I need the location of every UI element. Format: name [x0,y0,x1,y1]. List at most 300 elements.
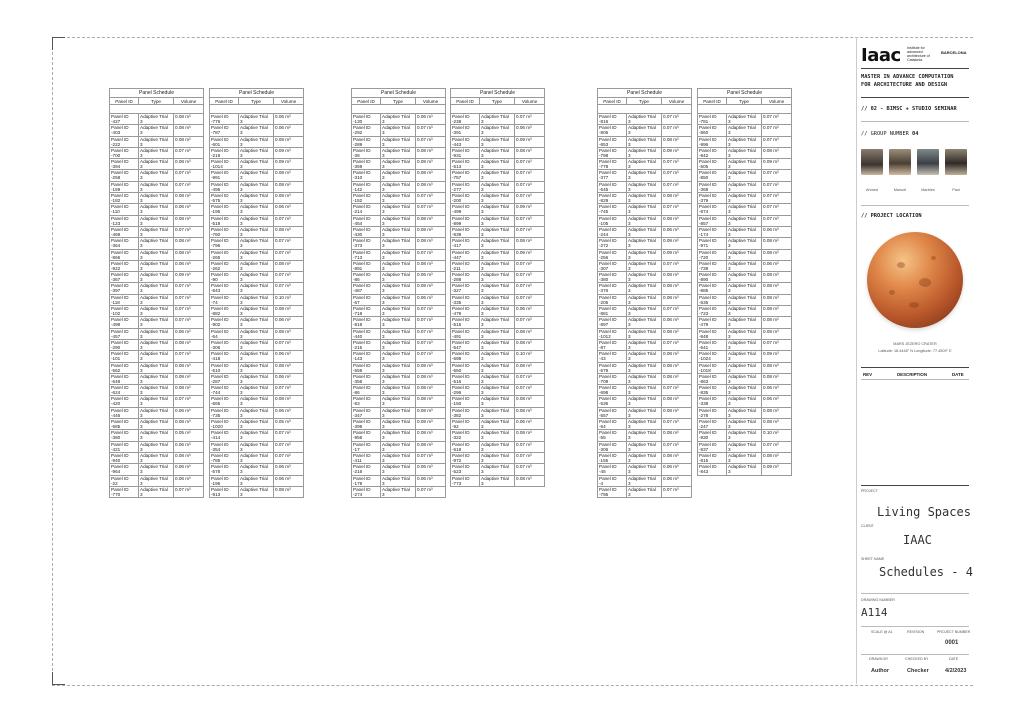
table-row [451,238,545,249]
volume-cell: 0.08 m³ [174,339,204,350]
volume-cell: 0.07 m³ [274,283,304,294]
volume-cell: 0.08 m³ [762,362,792,373]
volume-cell: 0.06 m³ [515,125,545,136]
panel-id-cell: Panel ID -491 [451,328,480,339]
type-cell: Adaptive Trial 3 [381,249,416,260]
table-row [210,486,304,497]
table-row [110,147,204,158]
type-cell: Adaptive Trial 3 [727,306,762,317]
type-cell: Adaptive Trial 3 [480,351,515,362]
volume-cell: 0.07 m³ [515,452,545,463]
type-cell: Adaptive Trial 3 [627,328,662,339]
volume-cell: 0.08 m³ [416,362,446,373]
panel-id-cell: Panel ID -214 [352,204,381,215]
volume-cell: 0.08 m³ [274,170,304,181]
type-cell: Adaptive Trial 3 [139,204,174,215]
type-cell: Adaptive Trial 3 [239,136,274,147]
volume-cell: 0.06 m³ [274,464,304,475]
scale-label: SCALE @ A1 [871,630,893,634]
panel-id-cell: Panel ID -380 [598,272,627,283]
volume-cell: 0.08 m³ [662,351,692,362]
panel-id-cell: Panel ID -4 [598,475,627,486]
volume-cell: 0.08 m³ [274,486,304,497]
type-cell: Adaptive Trial 3 [381,373,416,384]
table-row [698,215,792,226]
volume-cell: 0.08 m³ [515,407,545,418]
table-row [110,136,204,147]
panel-id-cell: Panel ID -454 [352,215,381,226]
table-row [110,407,204,418]
panel-id-cell: Panel ID -940 [110,452,139,463]
table-row [451,464,545,475]
column-header: Panel ID [210,98,239,105]
column-header: Type [480,98,515,105]
type-cell: Adaptive Trial 3 [480,362,515,373]
type-cell: Adaptive Trial 3 [480,317,515,328]
table-row [210,407,304,418]
table-row [598,464,692,475]
panel-id-cell: Panel ID -479 [451,306,480,317]
drawn-by: Author [871,668,890,674]
panel-id-cell: Panel ID -347 [352,407,381,418]
volume-cell: 0.08 m³ [274,260,304,271]
type-cell: Adaptive Trial 3 [239,464,274,475]
member-name: Marbles [921,188,935,192]
table-row [352,419,446,430]
table-row [110,238,204,249]
panel-id-cell: Panel ID -244 [598,226,627,237]
volume-cell: 0.08 m³ [174,193,204,204]
volume-cell: 0.07 m³ [515,373,545,384]
volume-cell: 0.06 m³ [174,260,204,271]
table-row [698,249,792,260]
table-row [352,385,446,396]
schedule-title: Panel Schedule [451,89,545,98]
table-row [598,215,692,226]
panel-schedule-table [450,88,545,487]
type-cell: Adaptive Trial 3 [139,362,174,373]
type-cell: Adaptive Trial 3 [627,362,662,373]
table-row [598,339,692,350]
volume-cell: 0.08 m³ [174,136,204,147]
volume-cell: 0.06 m³ [274,125,304,136]
type-cell: Adaptive Trial 3 [239,441,274,452]
type-cell: Adaptive Trial 3 [239,125,274,136]
volume-cell: 0.08 m³ [416,283,446,294]
table-row [110,272,204,283]
panel-id-cell: Panel ID -857 [698,215,727,226]
table-row [110,260,204,271]
table-row [451,452,545,463]
type-cell: Adaptive Trial 3 [139,147,174,158]
type-cell: Adaptive Trial 3 [381,215,416,226]
type-cell: Adaptive Trial 3 [139,475,174,486]
type-cell: Adaptive Trial 3 [139,430,174,441]
type-cell: Adaptive Trial 3 [727,396,762,407]
volume-cell: 0.08 m³ [515,328,545,339]
table-row [210,181,304,192]
panel-id-cell: Panel ID -648 [110,373,139,384]
table-row [698,441,792,452]
panel-id-cell: Panel ID -272 [598,238,627,249]
volume-cell: 0.06 m³ [274,475,304,486]
volume-cell: 0.06 m³ [416,114,446,125]
type-cell: Adaptive Trial 3 [480,373,515,384]
column-header: Type [239,98,274,105]
type-cell: Adaptive Trial 3 [627,260,662,271]
panel-id-cell: Panel ID -773 [451,475,480,486]
volume-cell: 0.09 m³ [515,249,545,260]
type-cell: Adaptive Trial 3 [239,373,274,384]
table-row [210,339,304,350]
type-cell: Adaptive Trial 3 [627,464,662,475]
panel-id-cell: Panel ID -624 [110,385,139,396]
table-row [451,159,545,170]
type-cell: Adaptive Trial 3 [239,204,274,215]
table-row [110,452,204,463]
type-cell: Adaptive Trial 3 [381,328,416,339]
table-row [352,147,446,158]
volume-cell: 0.08 m³ [274,306,304,317]
type-cell: Adaptive Trial 3 [239,114,274,125]
type-cell: Adaptive Trial 3 [381,136,416,147]
type-cell: Adaptive Trial 3 [239,170,274,181]
type-cell: Adaptive Trial 3 [381,181,416,192]
panel-id-cell: Panel ID -17 [352,441,381,452]
volume-cell: 0.07 m³ [662,181,692,192]
panel-id-cell: Panel ID -718 [352,306,381,317]
type-cell: Adaptive Trial 3 [381,419,416,430]
volume-cell: 0.08 m³ [274,181,304,192]
member-name: Ahmed [865,188,879,192]
type-cell: Adaptive Trial 3 [727,328,762,339]
type-cell: Adaptive Trial 3 [727,125,762,136]
type-cell: Adaptive Trial 3 [139,419,174,430]
type-cell: Adaptive Trial 3 [381,238,416,249]
table-row [210,193,304,204]
table-row [698,114,792,125]
volume-cell: 0.08 m³ [762,419,792,430]
panel-id-cell: Panel ID -931 [451,147,480,158]
date-value: 4/2/2023 [945,668,967,674]
type-cell: Adaptive Trial 3 [627,283,662,294]
table-row [598,114,692,125]
table-row [352,407,446,418]
table-row [598,136,692,147]
volume-cell: 0.06 m³ [416,272,446,283]
schedule-title: Panel Schedule [110,89,204,98]
volume-cell: 0.08 m³ [274,193,304,204]
type-cell: Adaptive Trial 3 [381,486,416,497]
type-cell: Adaptive Trial 3 [727,407,762,418]
member-photo [945,149,967,175]
volume-cell: 0.07 m³ [174,170,204,181]
client-label: CLIENT [861,524,874,528]
volume-cell: 0.09 m³ [515,204,545,215]
table-row [598,147,692,158]
table-row [210,283,304,294]
volume-cell: 0.08 m³ [174,125,204,136]
panel-id-cell: Panel ID -118 [110,294,139,305]
type-cell: Adaptive Trial 3 [480,272,515,283]
type-cell: Adaptive Trial 3 [139,464,174,475]
panel-id-cell: Panel ID -913 [210,486,239,497]
panel-id-cell: Panel ID -152 [352,193,381,204]
panel-id-cell: Panel ID -447 [451,249,480,260]
type-cell: Adaptive Trial 3 [627,272,662,283]
type-cell: Adaptive Trial 3 [381,475,416,486]
panel-id-cell: Panel ID -211 [451,260,480,271]
type-cell: Adaptive Trial 3 [139,328,174,339]
type-cell: Adaptive Trial 3 [381,272,416,283]
table-row [352,283,446,294]
table-row [110,419,204,430]
volume-cell: 0.07 m³ [515,441,545,452]
group-number: 04 [912,131,919,137]
type-cell: Adaptive Trial 3 [139,136,174,147]
panel-id-cell: Panel ID -215 [352,339,381,350]
panel-id-cell: Panel ID -641 [698,339,727,350]
table-row [352,452,446,463]
table-row [352,486,446,497]
divider [861,485,969,486]
panel-id-cell: Panel ID -578 [210,464,239,475]
course-title: // 02 - BIMSC + STUDIO SEMINAR [861,106,957,112]
type-cell: Adaptive Trial 3 [480,385,515,396]
volume-cell: 0.07 m³ [515,181,545,192]
volume-cell: 0.09 m³ [174,373,204,384]
type-cell: Adaptive Trial 3 [239,283,274,294]
volume-cell: 0.08 m³ [274,136,304,147]
table-row [598,486,692,497]
volume-cell: 0.08 m³ [174,159,204,170]
panel-id-cell: Panel ID -64 [598,419,627,430]
panel-id-cell: Panel ID -43 [598,351,627,362]
table-row [110,114,204,125]
location-heading: // PROJECT LOCATION [861,213,922,219]
panel-id-cell: Panel ID -274 [352,486,381,497]
type-cell: Adaptive Trial 3 [239,430,274,441]
panel-id-cell: Panel ID -487 [352,283,381,294]
panel-id-cell: Panel ID -394 [110,159,139,170]
type-cell: Adaptive Trial 3 [627,159,662,170]
schedule-title: Panel Schedule [210,89,304,98]
table-row [210,170,304,181]
volume-cell: 0.08 m³ [174,238,204,249]
table-row [598,441,692,452]
type-cell: Adaptive Trial 3 [139,317,174,328]
type-cell: Adaptive Trial 3 [381,170,416,181]
volume-cell: 0.07 m³ [762,136,792,147]
sheet-label: SHEET NAME [861,557,885,561]
volume-cell: 0.09 m³ [515,136,545,147]
sheet-name: Schedules - 4 [879,565,973,579]
panel-id-cell: Panel ID -377 [598,170,627,181]
panel-id-cell: Panel ID -290 [110,339,139,350]
divider [861,367,969,368]
panel-id-cell: Panel ID -557 [598,407,627,418]
type-cell: Adaptive Trial 3 [381,396,416,407]
type-cell: Adaptive Trial 3 [381,362,416,373]
table-row [210,306,304,317]
volume-cell: 0.07 m³ [515,385,545,396]
divider [861,97,969,98]
panel-id-cell: Panel ID -516 [451,373,480,384]
type-cell: Adaptive Trial 3 [139,407,174,418]
table-row [210,114,304,125]
volume-cell: 0.07 m³ [174,396,204,407]
volume-cell: 0.08 m³ [416,385,446,396]
panel-id-cell: Panel ID -420 [110,396,139,407]
volume-cell: 0.07 m³ [416,306,446,317]
panel-id-cell: Panel ID -922 [110,260,139,271]
panel-id-cell: Panel ID -443 [451,136,480,147]
panel-id-cell: Panel ID -262 [210,260,239,271]
panel-id-cell: Panel ID -830 [698,430,727,441]
type-cell: Adaptive Trial 3 [139,125,174,136]
table-row [352,215,446,226]
panel-id-cell: Panel ID -635 [698,294,727,305]
table-row [352,339,446,350]
panel-id-cell: Panel ID -179 [352,475,381,486]
panel-id-cell: Panel ID -498 [110,317,139,328]
type-cell: Adaptive Trial 3 [139,272,174,283]
volume-cell: 0.08 m³ [416,260,446,271]
panel-id-cell: Panel ID -457 [110,328,139,339]
volume-cell: 0.07 m³ [662,260,692,271]
type-cell: Adaptive Trial 3 [239,328,274,339]
table-row [451,125,545,136]
type-cell: Adaptive Trial 3 [727,147,762,158]
panel-id-cell: Panel ID -38 [352,147,381,158]
type-cell: Adaptive Trial 3 [627,125,662,136]
type-cell: Adaptive Trial 3 [239,419,274,430]
volume-cell: 0.08 m³ [274,226,304,237]
type-cell: Adaptive Trial 3 [627,136,662,147]
table-row [210,249,304,260]
table-row [352,373,446,384]
volume-cell: 0.07 m³ [274,385,304,396]
volume-cell: 0.07 m³ [762,193,792,204]
table-row [598,317,692,328]
divider [861,379,969,380]
type-cell: Adaptive Trial 3 [480,407,515,418]
type-cell: Adaptive Trial 3 [139,486,174,497]
type-cell: Adaptive Trial 3 [727,385,762,396]
type-cell: Adaptive Trial 3 [480,339,515,350]
table-row [110,385,204,396]
type-cell: Adaptive Trial 3 [627,419,662,430]
volume-cell: 0.08 m³ [274,328,304,339]
volume-cell: 0.07 m³ [662,385,692,396]
volume-cell: 0.08 m³ [662,362,692,373]
group-heading: // GROUP NUMBER 04 [861,131,919,137]
volume-cell: 0.10 m³ [762,430,792,441]
volume-cell: 0.07 m³ [662,419,692,430]
volume-cell: 0.08 m³ [416,419,446,430]
type-cell: Adaptive Trial 3 [381,430,416,441]
type-cell: Adaptive Trial 3 [381,193,416,204]
volume-cell: 0.09 m³ [662,238,692,249]
volume-cell: 0.07 m³ [762,181,792,192]
type-cell: Adaptive Trial 3 [139,159,174,170]
table-row [598,430,692,441]
type-cell: Adaptive Trial 3 [139,339,174,350]
panel-id-cell: Panel ID -618 [451,441,480,452]
volume-cell: 0.06 m³ [274,351,304,362]
column-header: Panel ID [110,98,139,105]
type-cell: Adaptive Trial 3 [480,136,515,147]
type-cell: Adaptive Trial 3 [239,339,274,350]
title-block [856,37,973,684]
table-row [352,226,446,237]
table-row [598,396,692,407]
table-row [598,351,692,362]
table-row [451,373,545,384]
mars-image [867,232,963,328]
panel-id-cell: Panel ID -902 [210,317,239,328]
panel-id-cell: Panel ID -142 [352,181,381,192]
table-row [352,249,446,260]
column-header: Volume [416,98,446,105]
table-row [451,215,545,226]
volume-cell: 0.08 m³ [515,339,545,350]
table-row [110,396,204,407]
panel-id-cell: Panel ID -327 [451,283,480,294]
type-cell: Adaptive Trial 3 [381,385,416,396]
panel-id-cell: Panel ID -479 [698,317,727,328]
volume-cell: 0.06 m³ [416,475,446,486]
table-row [210,260,304,271]
panel-id-cell: Panel ID -698 [451,351,480,362]
volume-cell: 0.07 m³ [416,125,446,136]
table-row [698,136,792,147]
volume-cell: 0.08 m³ [762,317,792,328]
type-cell: Adaptive Trial 3 [480,306,515,317]
volume-cell: 0.07 m³ [274,249,304,260]
volume-cell: 0.09 m³ [662,147,692,158]
table-row [210,385,304,396]
panel-id-cell: Panel ID -335 [451,294,480,305]
volume-cell: 0.07 m³ [662,125,692,136]
volume-cell: 0.07 m³ [515,226,545,237]
volume-cell: 0.08 m³ [762,272,792,283]
panel-id-cell: Panel ID -650 [451,362,480,373]
table-row [698,351,792,362]
panel-id-cell: Panel ID -417 [451,238,480,249]
table-row [698,362,792,373]
type-cell: Adaptive Trial 3 [139,114,174,125]
type-cell: Adaptive Trial 3 [480,125,515,136]
divider [861,593,969,594]
table-row [110,193,204,204]
panel-id-cell: Panel ID -713 [352,249,381,260]
panel-id-cell: Panel ID -515 [451,317,480,328]
type-cell: Adaptive Trial 3 [480,226,515,237]
panel-id-cell: Panel ID -776 [210,114,239,125]
volume-cell: 0.07 m³ [274,215,304,226]
panel-id-cell: Panel ID -155 [598,452,627,463]
panel-id-cell: Panel ID -469 [110,226,139,237]
table-row [698,159,792,170]
volume-cell: 0.08 m³ [662,215,692,226]
panel-id-cell: Panel ID -744 [210,385,239,396]
type-cell: Adaptive Trial 3 [480,419,515,430]
volume-cell: 0.07 m³ [416,193,446,204]
panel-id-cell: Panel ID -720 [698,249,727,260]
volume-cell: 0.08 m³ [515,362,545,373]
panel-id-cell: Panel ID -307 [598,260,627,271]
